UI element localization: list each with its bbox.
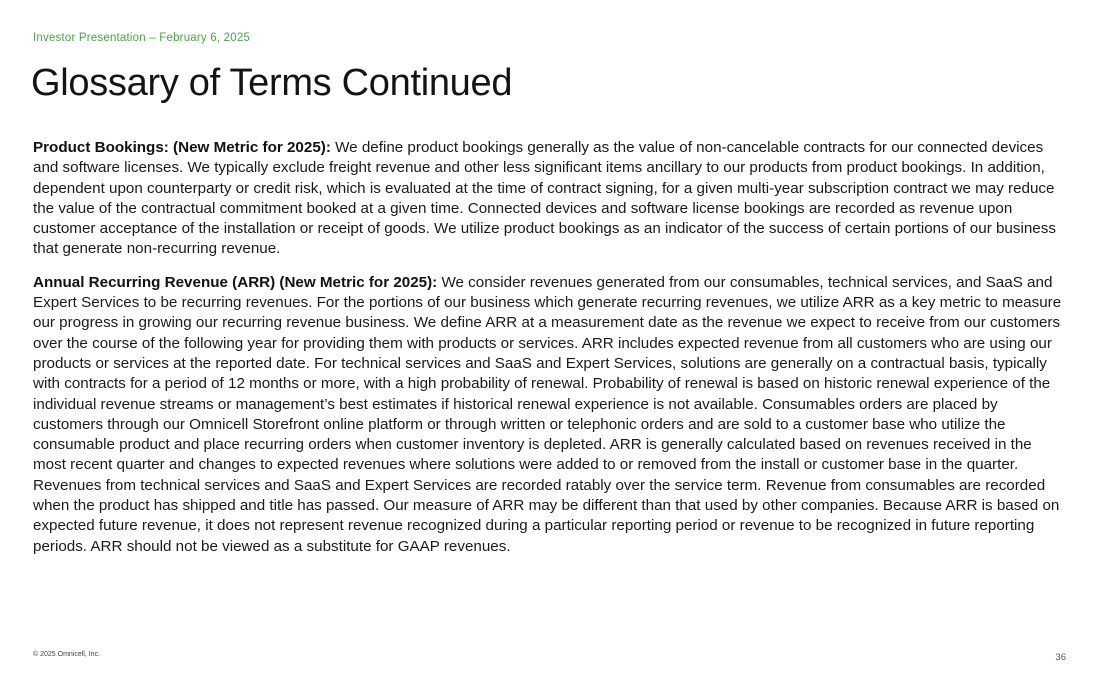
term-label-product-bookings: Product Bookings: (New Metric for 2025): — [33, 139, 336, 156]
glossary-body — [33, 138, 1068, 570]
glossary-paragraph-product-bookings — [33, 138, 1068, 260]
page-title: Glossary of Terms Continued — [31, 62, 513, 104]
term-definition-arr: We consider revenues generated from our consumables, technical services, and SaaS and Expert Services to be recurring revenues. For the portions of our business which generate recurring revenues, we utilize ARR as a key metric to measure our progress in growing our recurring revenue business. We define ARR at a measurement date as the revenue we expect to receive from our customers over the course of the following year for providing them with products or services. ARR includes expected revenue from all customers who are using our products or services at the reported date. For technical services and SaaS and Expert Services, solutions are generally on a contractual basis, typically with contracts for a period of 12 months or more, with a high probability of renewal. Probability of renewal is based on historic renewal experience of the individual revenue streams or management’s best estimates if historical renewal experience is not available. Consumables orders are placed by customers through our Omnicell Storefront online platform or through written or telephonic orders and are sold to a customer base who utilize the consumable product and place recurring orders when customer inventory is depleted. ARR is generally calculated based on revenues received in the most recent quarter and changes to expected revenues where solutions were added to or removed from the install or customer base in the quarter. Revenues from technical services and SaaS and Expert Services are recorded ratably over the service term. Revenue from consumables are recorded when the product has shipped and title has passed. Our measure of ARR may be different than that used by other companies. Because ARR is based on expected future revenue, it does not represent revenue recognized during a particular reporting period or revenue to be recognized in future reporting periods. ARR should not be viewed as a substitute for GAAP revenues. — [33, 273, 1062, 555]
slide-eyebrow-text: Investor Presentation – February 6, 2025 — [33, 32, 251, 44]
term-definition-product-bookings: We define product bookings generally as the value of non-cancelable contracts for our connected devices and software licenses. We typically exclude freight revenue and other less significant items ancillary to our products from product bookings. In addition, dependent upon counterparty or credit risk, which is evaluated at the time of contract signing, for a given multi-year subscription contract we may reduce the value of the contractual commitment booked at a given time. Connected devices and software license bookings are recorded as revenue upon customer acceptance of the installation or receipt of goods. We utilize product bookings as an indicator of the success of certain portions of our business that generate non-recurring revenue. — [33, 139, 1056, 258]
page-number: 36 — [1055, 652, 1066, 663]
term-label-arr: Annual Recurring Revenue (ARR) (New Metric for 2025): — [33, 273, 442, 291]
copyright-text: © 2025 Omnicell, Inc. — [33, 651, 101, 658]
glossary-paragraph-arr — [33, 273, 1068, 557]
